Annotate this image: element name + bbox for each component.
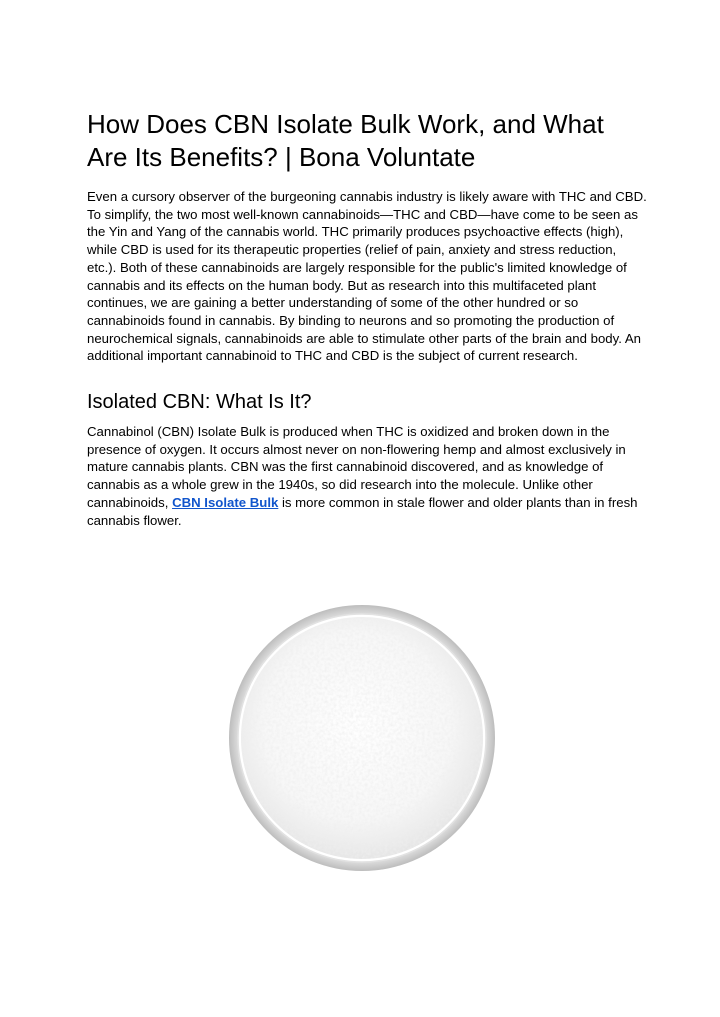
section-paragraph bbox=[87, 423, 647, 529]
section-text-before-link: Cannabinol (CBN) Isolate Bulk is produced when THC is oxidized and broken down in the presence of oxygen. It occurs almost never on non-flowering hemp and almost exclusively in mature cannabis plants. CBN was the first cannabinoid discovered, and as knowledge of cannabis as a whole grew in the 1940s, so did research into the molecule. Unlike other cannabinoids, bbox=[87, 424, 626, 510]
cbn-isolate-bulk-link[interactable]: CBN Isolate Bulk bbox=[172, 494, 279, 510]
document-page bbox=[87, 108, 647, 529]
section-heading: Isolated CBN: What Is It? bbox=[87, 391, 312, 414]
powder-dish-icon bbox=[228, 604, 496, 872]
powder-dish-image bbox=[228, 604, 496, 872]
page-title: How Does CBN Isolate Bulk Work, and What Are Its Benefits? | Bona Voluntate bbox=[87, 109, 604, 172]
section-text-after-link: is more common in stale flower and older plants than in fresh cannabis flower. bbox=[87, 494, 638, 528]
powder-texture bbox=[241, 617, 483, 859]
intro-paragraph: Even a cursory observer of the burgeoning cannabis industry is likely aware with THC and CBD. To simplify, the two most well-known cannabinoids—THC and CBD—have come to be seen as the Yin and Yang of the cannabis world. THC primarily produces psychoactive effects (high), while CBD is used for its therapeutic properties (relief of pain, anxiety and stress reduction, etc.). Both of these cannabinoids are largely responsible for the public's limited knowledge of cannabis and its effects on the human body. But as research into this multifaceted plant continues, we are gaining a better understanding of some of the other hundred or so cannabinoids found in cannabis. By binding to neurons and so promoting the production of neurochemical signals, cannabinoids are able to stimulate other parts of the brain and body. An additional important cannabinoid to THC and CBD is the subject of current research. bbox=[87, 189, 647, 364]
